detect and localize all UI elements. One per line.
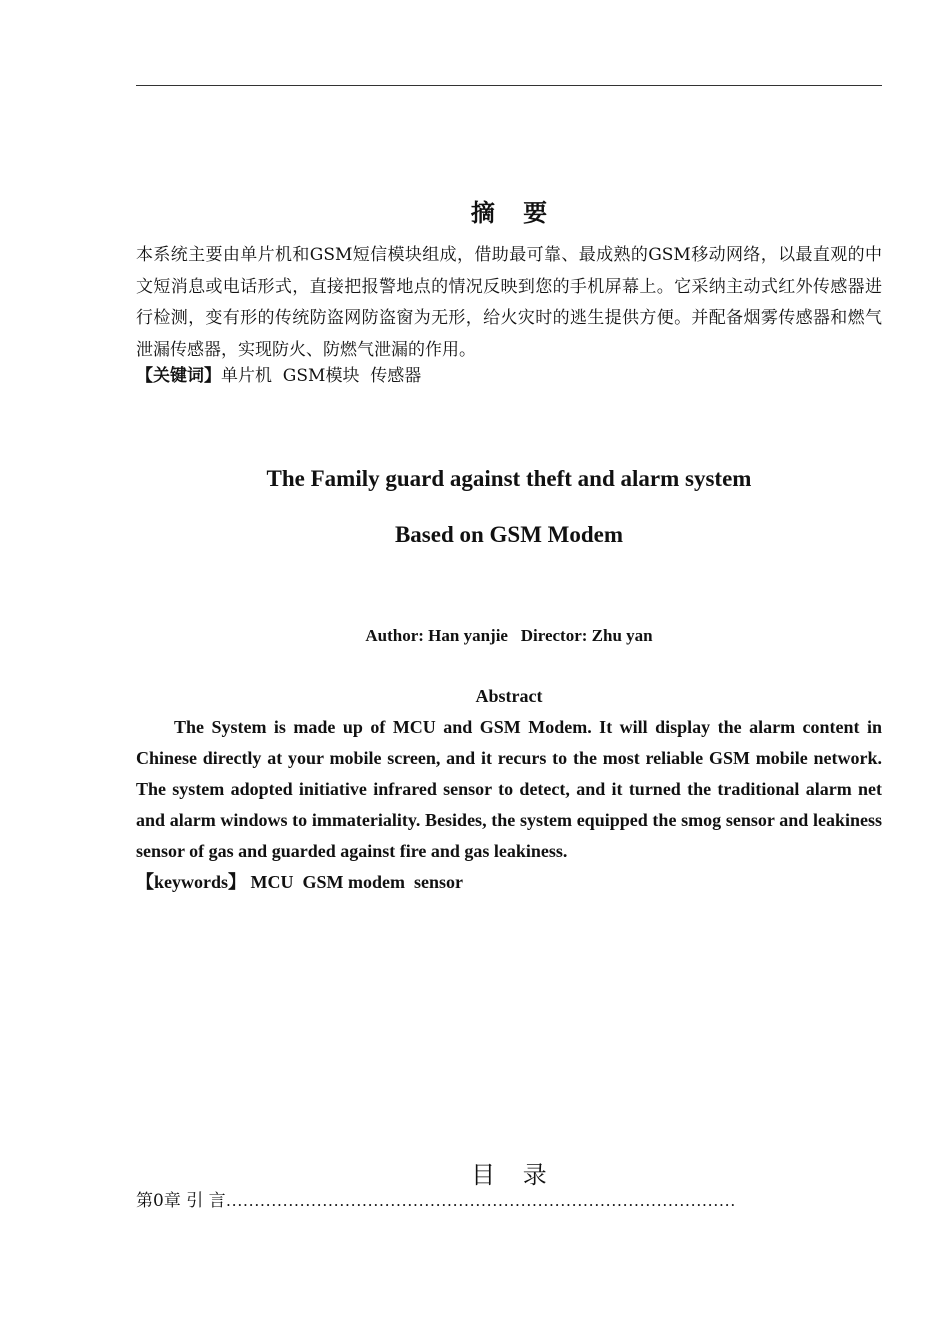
english-title-line1: The Family guard against theft and alarm system: [266, 466, 752, 491]
abstract-en-heading: Abstract: [475, 686, 543, 706]
abstract-cn-title: 摘 要: [470, 199, 558, 227]
keywords-cn: [136, 362, 421, 390]
abstract-en-body: The System is made up of MCU and GSM Modem. It will display the alarm content in Chinese directly at your mobile screen, and it recurs to the most reliable GSM mobile network. The system adopted initiative infrared sensor to detect, and it turned the traditional alarm net and alarm windows to immateriality. Besides, the system equipped the smog sensor and leakiness sensor of gas and guarded against fire and gas leakiness.: [136, 717, 882, 861]
header-rule: [136, 85, 882, 86]
keywords-cn-label: 【关键词】: [136, 366, 221, 386]
abstract-cn-body: 本系统主要由单片机和GSM短信模块组成，借助最可靠、最成熟的GSM移动网络，以最直观的中文短消息或电话形式，直接把报警地点的情况反映到您的手机屏幕上。它采纳主动式红外传感器进行检测，变有形的传统防盗网防盗窗为无形，给火灾时的逃生提供方便。并配备烟雾传感器和燃气泄漏传感器，实现防火、防燃气泄漏的作用。: [136, 245, 882, 360]
toc-entry-label: 第0章 引 言: [136, 1191, 226, 1211]
toc-entry-leader: ………………………………………………………………………………: [225, 1191, 736, 1210]
author-line: Author: Han yanjie Director: Zhu yan: [365, 626, 653, 645]
toc-entry[interactable]: [136, 1187, 736, 1215]
english-title-line2: Based on GSM Modem: [394, 522, 624, 547]
keywords-cn-values: 单片机 GSM模块 传感器: [221, 366, 422, 386]
toc-title: 目 录: [471, 1161, 557, 1189]
keywords-en: 【keywords】 MCU GSM modem sensor: [136, 872, 463, 892]
